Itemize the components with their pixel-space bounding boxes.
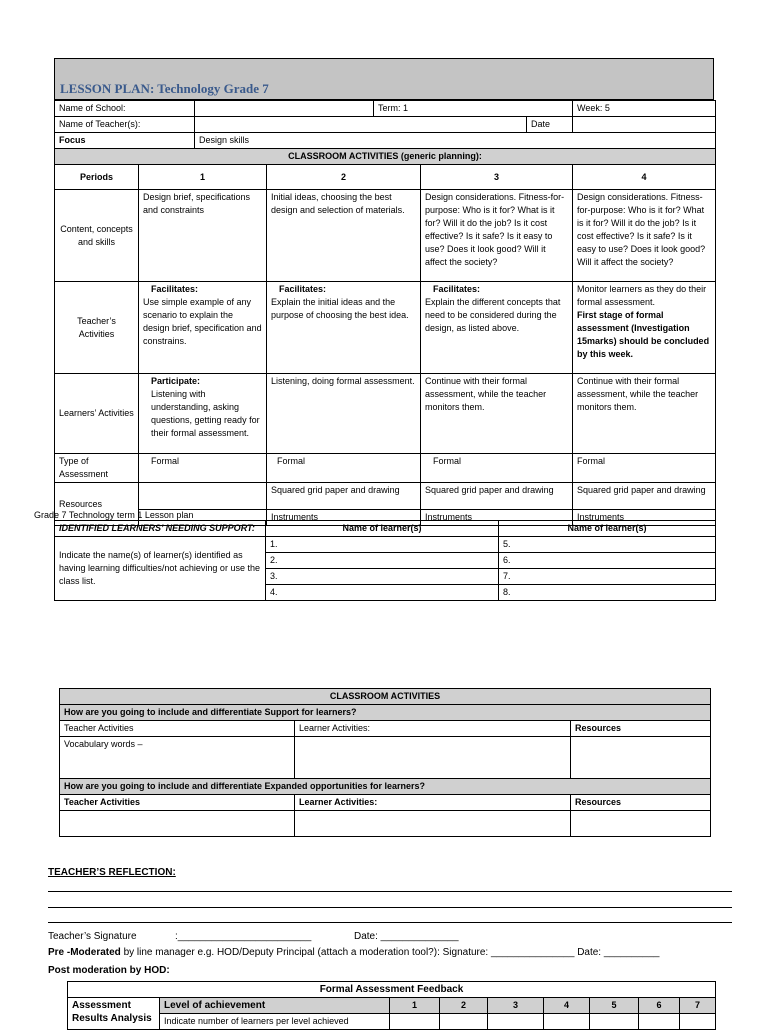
resources-cell-3: Squared grid paper and drawing: [421, 483, 573, 510]
lesson-title-bar: [54, 58, 714, 100]
pre-moderation-text: by line manager e.g. HOD/Deputy Principal (attach a moderation tool?): Signature: _______________ Date: __________: [120, 947, 660, 958]
teacher-value[interactable]: [195, 117, 527, 133]
learners-activities-label: Learners’ Activities: [55, 374, 139, 454]
learners-activities-cell-3: Continue with their formal assessment, while the teacher monitors them.: [421, 374, 573, 454]
learner-slot-7[interactable]: 7.: [499, 569, 716, 585]
assessment-type-1: Formal: [139, 454, 267, 483]
post-moderation-label: Post moderation by HOD:: [48, 965, 170, 976]
content-cell-3: Design considerations. Fitness-for-purpose: Who is it for? What is it for? Will it do the job? Is it cost effective? Is it safe? Is it easy to use? Does it look good? Will it affect the society?: [421, 190, 573, 282]
assessment-type-label: Type of Assessment: [55, 454, 139, 483]
vocabulary-cell[interactable]: Vocabulary words –: [60, 737, 295, 779]
school-label: Name of School:: [55, 101, 195, 117]
resources-cell-2b: Instruments: [267, 510, 421, 526]
learners-support-table: [54, 520, 716, 601]
learners-activities-cell-1: [139, 374, 267, 454]
pre-moderation-label: Pre -Moderated: [48, 947, 121, 958]
level-count-5[interactable]: [590, 1014, 639, 1030]
period-2: 2: [267, 165, 421, 190]
term-label: Term: 1: [374, 101, 573, 117]
teacher-activity-text: Explain the initial ideas and the purpose of choosing the best idea.: [271, 297, 409, 320]
resources-header: Resources: [571, 721, 711, 737]
assessment-type-4: Formal: [573, 454, 716, 483]
learner-slot-2[interactable]: 2.: [266, 553, 499, 569]
learner-activities-header-2: Learner Activities:: [295, 795, 571, 811]
page-footer-label: Grade 7 Technology term 1 Lesson plan: [34, 510, 194, 520]
support-question: How are you going to include and differentiate Support for learners?: [60, 705, 711, 721]
level-count-2[interactable]: [440, 1014, 488, 1030]
resources-cell-4b: Instruments: [573, 510, 716, 526]
teacher-activities-cell-3: [421, 282, 573, 374]
learner-slot-4[interactable]: 4.: [266, 585, 499, 601]
expanded-question: How are you going to include and differentiate Expanded opportunities for learners?: [60, 779, 711, 795]
level-count-7[interactable]: [680, 1014, 716, 1030]
resources-cell-3b: Instruments: [421, 510, 573, 526]
level-1: 1: [390, 998, 440, 1014]
school-value[interactable]: [195, 101, 374, 117]
reflection-line-3[interactable]: [48, 922, 732, 923]
date-value[interactable]: [573, 117, 716, 133]
teacher-activities-cell-2[interactable]: [60, 811, 295, 837]
level-2: 2: [440, 998, 488, 1014]
learner-names-col-2: Name of learner(s): [499, 521, 716, 537]
feedback-heading: Formal Assessment Feedback: [68, 982, 716, 998]
teacher-activities-header: Teacher Activities: [60, 721, 295, 737]
reflection-line-2[interactable]: [48, 907, 732, 908]
focus-label: Focus: [55, 133, 195, 149]
content-cell-2: Initial ideas, choosing the best design and selection of materials.: [267, 190, 421, 282]
support-heading: IDENTIFIED LEARNERS’ NEEDING SUPPORT:: [55, 521, 266, 537]
classroom-activities-table: [59, 688, 711, 837]
learner-slot-6[interactable]: 6.: [499, 553, 716, 569]
lesson-plan-table: [54, 100, 716, 526]
learner-slot-8[interactable]: 8.: [499, 585, 716, 601]
resources-header-2: Resources: [571, 795, 711, 811]
content-cell-1: Design brief, specifications and constraints: [139, 190, 267, 282]
support-description: Indicate the name(s) of learner(s) identified as having learning difficulties/not achieving or use the class list.: [55, 537, 266, 601]
facilitates-heading: Facilitates:: [151, 284, 199, 294]
level-count-3[interactable]: [488, 1014, 544, 1030]
results-analysis-label: Assessment Results Analysis: [68, 998, 160, 1030]
assessment-type-2: Formal: [267, 454, 421, 483]
learner-names-col-1: Name of learner(s): [266, 521, 499, 537]
reflection-heading: TEACHER’S REFLECTION:: [48, 867, 176, 878]
resources-label: Resources: [55, 483, 139, 526]
teacher-activities-cell-4: [573, 282, 716, 374]
content-row-label: Content, concepts and skills: [55, 190, 139, 282]
date-label: Date: [527, 117, 573, 133]
period-3: 3: [421, 165, 573, 190]
resources-cell-2[interactable]: [571, 811, 711, 837]
level-count-4[interactable]: [544, 1014, 590, 1030]
level-count-6[interactable]: [639, 1014, 680, 1030]
teacher-activity-text: Explain the different concepts that need to be considered during the design, as listed above.: [425, 297, 561, 333]
learner-activity-text: Listening with understanding, asking questions, getting ready for their formal assessment.: [151, 389, 260, 438]
teacher-activity-text: Monitor learners as they do their formal assessment.: [577, 284, 707, 307]
pre-moderation-line: [48, 947, 659, 958]
signature-label: Teacher’s Signature: [48, 931, 137, 942]
teacher-activities-header-2: Teacher Activities: [60, 795, 295, 811]
resources-cell-1: [139, 483, 267, 510]
signature-date-field[interactable]: Date: ______________: [354, 931, 459, 942]
focus-value: Design skills: [195, 133, 716, 149]
period-4: 4: [573, 165, 716, 190]
teacher-activities-cell-1: [139, 282, 267, 374]
teacher-label: Name of Teacher(s):: [55, 117, 195, 133]
lesson-title: LESSON PLAN: Technology Grade 7: [60, 81, 269, 96]
learner-slot-1[interactable]: 1.: [266, 537, 499, 553]
learners-activities-cell-4: Continue with their formal assessment, while the teacher monitors them.: [573, 374, 716, 454]
learner-slot-3[interactable]: 3.: [266, 569, 499, 585]
level-5: 5: [590, 998, 639, 1014]
level-4: 4: [544, 998, 590, 1014]
level-3: 3: [488, 998, 544, 1014]
indicate-learners-label: Indicate number of learners per level achieved: [160, 1014, 390, 1030]
signature-field[interactable]: :________________________: [175, 931, 312, 942]
resources-cell[interactable]: [571, 737, 711, 779]
resources-cell-4: Squared grid paper and drawing: [573, 483, 716, 510]
learner-activities-cell-2[interactable]: [295, 811, 571, 837]
teacher-activity-text: Use simple example of any scenario to explain the design brief, specification and constrains.: [143, 297, 262, 346]
learner-activities-cell[interactable]: [295, 737, 571, 779]
period-1: 1: [139, 165, 267, 190]
content-cell-4: Design considerations. Fitness-for-purpose: Who is it for? What is it for? Will it do the job? Is it cost effective? Is it safe? Is it easy to use? Does it look good? Will it affect the society?: [573, 190, 716, 282]
classroom-activities-heading: CLASSROOM ACTIVITIES: [60, 689, 711, 705]
assessment-type-3: Formal: [421, 454, 573, 483]
participate-heading: Participate:: [151, 376, 201, 386]
teacher-activities-cell-2: [267, 282, 421, 374]
resources-cell-2: Squared grid paper and drawing: [267, 483, 421, 510]
level-6: 6: [639, 998, 680, 1014]
learner-slot-5[interactable]: 5.: [499, 537, 716, 553]
learner-activities-header: Learner Activities:: [295, 721, 571, 737]
facilitates-heading: Facilitates:: [433, 284, 481, 294]
learners-activities-cell-2: Listening, doing formal assessment.: [267, 374, 421, 454]
facilitates-heading: Facilitates:: [279, 284, 327, 294]
reflection-line-1[interactable]: [48, 891, 732, 892]
assessment-feedback-table: [67, 981, 716, 1030]
generic-planning-heading: CLASSROOM ACTIVITIES (generic planning):: [55, 149, 716, 165]
formal-assessment-note: First stage of formal assessment (Investigation 15marks) should be concluded by this week.: [577, 310, 710, 359]
level-label: Level of achievement: [160, 998, 390, 1014]
level-7: 7: [680, 998, 716, 1014]
teacher-activities-label: Teacher’s Activities: [55, 282, 139, 374]
week-label: Week: 5: [573, 101, 716, 117]
periods-label: Periods: [55, 165, 139, 190]
level-count-1[interactable]: [390, 1014, 440, 1030]
